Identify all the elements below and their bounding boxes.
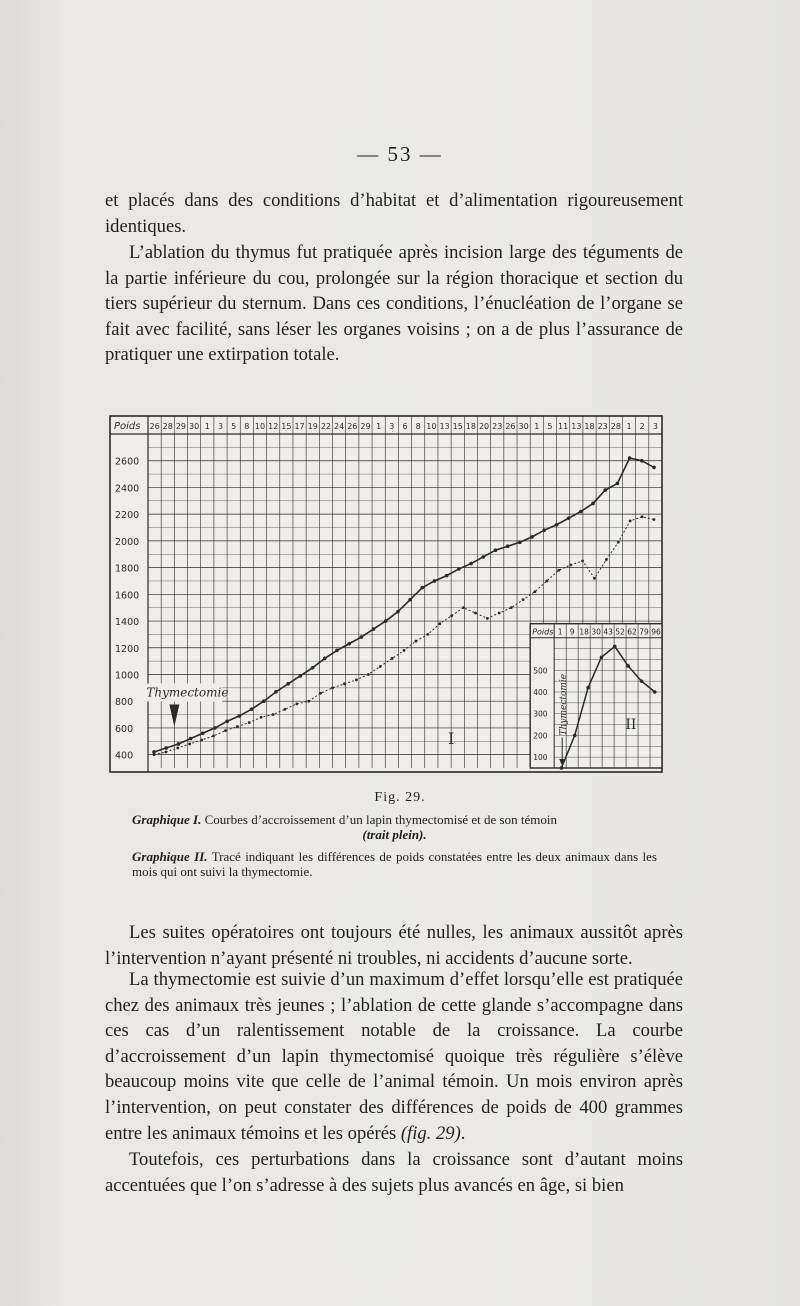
data-point — [518, 540, 522, 544]
data-point — [165, 751, 168, 754]
data-point — [360, 635, 364, 639]
inset-data-point — [640, 679, 644, 683]
x-tick-label: 23 — [597, 422, 608, 431]
x-tick-label: 29 — [360, 422, 371, 431]
y-tick-label: 400 — [115, 750, 134, 762]
x-tick-label: 8 — [415, 422, 421, 431]
data-point — [396, 610, 400, 614]
inset-data-point — [653, 690, 657, 694]
data-point — [323, 657, 327, 661]
x-tick-label: 26 — [505, 422, 516, 431]
x-tick-label: 1 — [204, 422, 210, 431]
inset-x-tick-label: 62 — [627, 627, 637, 637]
inset-y-axis-label: Poids — [532, 627, 554, 637]
data-point — [457, 567, 461, 571]
data-point — [372, 627, 376, 631]
data-point — [640, 459, 644, 463]
data-point — [426, 633, 429, 636]
data-point — [593, 577, 596, 580]
x-tick-label: 5 — [231, 422, 237, 431]
y-tick-label: 2000 — [115, 536, 140, 548]
x-tick-label: 13 — [439, 422, 450, 431]
data-point — [616, 482, 620, 486]
data-point — [164, 746, 168, 750]
data-point — [474, 612, 477, 615]
x-tick-label: 8 — [244, 422, 250, 431]
data-point — [486, 617, 489, 620]
inset-y-tick-label: 500 — [533, 666, 548, 676]
inset-annotation-label: Thymectomie — [559, 673, 570, 736]
data-point — [286, 682, 290, 686]
data-point — [153, 753, 156, 756]
x-tick-label: 26 — [149, 422, 160, 431]
y-axis-label: Poids — [114, 421, 141, 432]
x-tick-label: 1 — [626, 422, 632, 431]
data-point — [367, 673, 370, 676]
data-point — [201, 731, 205, 735]
data-point — [335, 649, 339, 653]
data-point — [355, 678, 358, 681]
data-point — [438, 622, 441, 625]
data-point — [248, 721, 251, 724]
data-point — [408, 598, 412, 602]
caption-lead: Graphique I. — [132, 812, 202, 827]
x-tick-label: 20 — [478, 422, 490, 431]
data-point — [260, 716, 263, 719]
data-point — [557, 569, 560, 572]
data-point — [603, 488, 607, 492]
chart-number-label: I — [447, 728, 455, 748]
data-point — [569, 564, 572, 567]
data-point — [224, 729, 227, 732]
inset-data-point — [573, 734, 577, 738]
data-point — [579, 510, 583, 514]
data-point — [555, 523, 559, 527]
data-point — [498, 612, 501, 615]
x-tick-label: 12 — [268, 422, 279, 431]
data-point — [295, 702, 298, 705]
data-point — [545, 580, 548, 583]
data-point — [379, 665, 382, 668]
inset-x-tick-label: 43 — [603, 627, 613, 637]
inset-x-tick-label: 79 — [639, 627, 649, 637]
paragraph: L’ablation du thymus fut pratiquée après incision large des téguments de la partie inférieure du cou, prolongée sur la région thoracique et section du tiers supérieur du sternum. Dans ces conditions, l’énucléation de l’organe se fait avec facilité, sans léser les organes voisins ; on a de plus l’assurance de pratiquer une extirpation totale. — [105, 242, 683, 366]
x-tick-label: 23 — [492, 422, 503, 431]
data-point — [415, 640, 418, 643]
data-point — [200, 739, 203, 742]
x-tick-label: 26 — [347, 422, 358, 431]
y-tick-label: 600 — [115, 723, 134, 735]
data-point — [188, 743, 191, 746]
page-number: — 53 — — [357, 142, 443, 166]
data-point — [628, 456, 632, 460]
data-point — [605, 558, 608, 561]
x-tick-label: 30 — [518, 422, 529, 431]
x-tick-label: 15 — [452, 422, 463, 431]
x-tick-label: 17 — [294, 422, 305, 431]
inset-y-tick-label: 100 — [533, 753, 548, 763]
data-point — [469, 562, 473, 566]
data-point — [420, 586, 424, 590]
data-point — [213, 726, 217, 730]
data-point — [391, 657, 394, 660]
inset-y-tick-label: 300 — [533, 709, 548, 719]
data-point — [343, 682, 346, 685]
inset-data-point — [560, 766, 564, 770]
paragraph: et placés dans des conditions d’habitat et d’alimentation rigoureusement identiques. — [105, 190, 683, 237]
annotation-label: Thymectomie — [146, 685, 229, 700]
data-point — [450, 614, 453, 617]
x-tick-label: 18 — [465, 422, 476, 431]
y-tick-label: 1000 — [115, 670, 140, 682]
y-tick-label: 1600 — [115, 590, 140, 602]
data-point — [307, 700, 310, 703]
x-tick-label: 10 — [254, 422, 266, 431]
inset-x-tick-label: 18 — [579, 627, 589, 637]
paragraph-end: . — [460, 1122, 466, 1144]
data-point — [445, 574, 449, 578]
inset-x-tick-label: 1 — [557, 627, 563, 637]
x-tick-label: 11 — [558, 422, 569, 431]
x-tick-label: 29 — [175, 422, 187, 431]
x-tick-label: 13 — [571, 422, 582, 431]
x-tick-label: 28 — [610, 422, 621, 431]
data-point — [238, 714, 242, 718]
y-tick-label: 1200 — [115, 643, 140, 655]
data-point — [617, 541, 620, 544]
data-point — [591, 502, 595, 506]
data-point — [481, 555, 485, 559]
data-point — [319, 692, 322, 695]
x-tick-label: 1 — [534, 422, 540, 431]
data-point — [272, 713, 275, 716]
data-point — [494, 548, 498, 552]
data-point — [542, 528, 546, 532]
data-point — [212, 735, 215, 738]
y-tick-label: 1800 — [115, 563, 140, 575]
inset-chart-number-label: II — [625, 716, 637, 733]
paragraph-text: La thymectomie est suivie d’un maximum d’effet lorsqu’elle est pratiquée chez des animaux très jeunes ; l’ablation de cette glande s’accompagne dans ces cas d’un ralentissement notable de la croissance. La courbe d’accroissement d’un lapin thymectomisé quoique très régulière s’élève beaucoup moins vite que celle de l’animal témoin. Un mois environ après l’intervention, on peut constater des différences de poids de 400 grammes entre les animaux témoins et les opérés — [105, 969, 683, 1144]
inset-data-point — [586, 686, 590, 690]
inset-y-tick-label: 400 — [533, 687, 548, 697]
inset-x-tick-label: 96 — [651, 627, 661, 637]
inset-data-point — [600, 655, 604, 659]
inset-data-point — [613, 645, 617, 649]
x-tick-label: 22 — [320, 422, 332, 431]
caption-text: Courbes d’accroissement d’un lapin thymectomisé et de son témoin — [201, 812, 557, 827]
data-point — [652, 466, 656, 470]
data-point — [176, 747, 179, 750]
x-tick-label: 30 — [189, 422, 200, 431]
caption-tail: (trait plein). — [362, 827, 427, 842]
data-point — [581, 560, 584, 563]
data-point — [189, 737, 193, 741]
x-tick-label: 3 — [389, 422, 395, 431]
data-point — [510, 606, 513, 609]
y-tick-label: 2200 — [115, 510, 140, 522]
figure-caption — [132, 812, 657, 842]
x-tick-label: 1 — [376, 422, 382, 431]
x-tick-label: 3 — [217, 422, 224, 431]
x-tick-label: 18 — [584, 422, 595, 431]
caption-lead: Graphique II. — [132, 849, 208, 864]
paragraph: Les suites opératoires ont toujours été nulles, les animaux aussitôt après l’intervention n’ayant présenté ni troubles, ni accidents d’aucune sorte. — [105, 922, 683, 969]
caption-text: Tracé indiquant les différences de poids constatées entre les deux animaux dans les mois qui ont suivi la thymectomie. — [132, 849, 657, 879]
x-tick-label: 6 — [402, 422, 408, 431]
data-point — [177, 742, 181, 746]
data-point — [530, 535, 534, 539]
y-tick-label: 2400 — [115, 483, 140, 495]
data-point — [522, 598, 525, 601]
x-tick-label: 10 — [426, 422, 437, 431]
x-tick-label: 5 — [547, 422, 553, 431]
data-point — [236, 725, 239, 728]
data-point — [284, 708, 287, 711]
x-tick-label: 3 — [652, 422, 658, 431]
data-point — [274, 690, 278, 694]
data-point — [433, 579, 437, 583]
inset-y-tick-label: 200 — [533, 731, 548, 741]
data-point — [311, 666, 315, 670]
data-point — [534, 590, 537, 593]
inset-x-tick-label: 9 — [569, 627, 575, 637]
paragraph: Toutefois, ces perturbations dans la croissance sont d’autant moins accentuées que l’on s’adresse à des sujets plus avancés en âge, si bien — [105, 1149, 683, 1196]
figure-chart — [108, 414, 668, 778]
data-point — [641, 515, 644, 518]
data-point — [262, 699, 266, 703]
figure-label: Fig. 29. — [374, 790, 426, 805]
y-tick-label: 800 — [115, 697, 134, 709]
inset-x-tick-label: 52 — [615, 627, 625, 637]
data-point — [629, 519, 632, 522]
data-point — [347, 642, 351, 646]
data-point — [384, 619, 388, 623]
data-point — [567, 516, 571, 520]
figure-reference: (fig. 29) — [400, 1122, 461, 1144]
x-tick-label: 19 — [307, 422, 318, 431]
paragraph — [105, 967, 683, 1146]
inset-data-point — [626, 664, 630, 668]
x-tick-label: 2 — [639, 422, 645, 431]
data-point — [299, 674, 303, 678]
inset-x-tick-label: 30 — [591, 627, 601, 637]
data-point — [462, 606, 465, 609]
data-point — [506, 544, 510, 548]
y-tick-label: 2600 — [115, 456, 140, 468]
data-point — [653, 518, 656, 521]
data-point — [403, 649, 406, 652]
data-point — [152, 750, 156, 754]
y-tick-label: 1400 — [115, 617, 140, 629]
x-tick-label: 15 — [281, 422, 292, 431]
x-tick-label: 28 — [162, 422, 173, 431]
data-point — [225, 719, 229, 723]
data-point — [250, 707, 254, 711]
x-tick-label: 24 — [334, 422, 345, 431]
figure-caption — [132, 849, 657, 879]
data-point — [331, 686, 334, 689]
